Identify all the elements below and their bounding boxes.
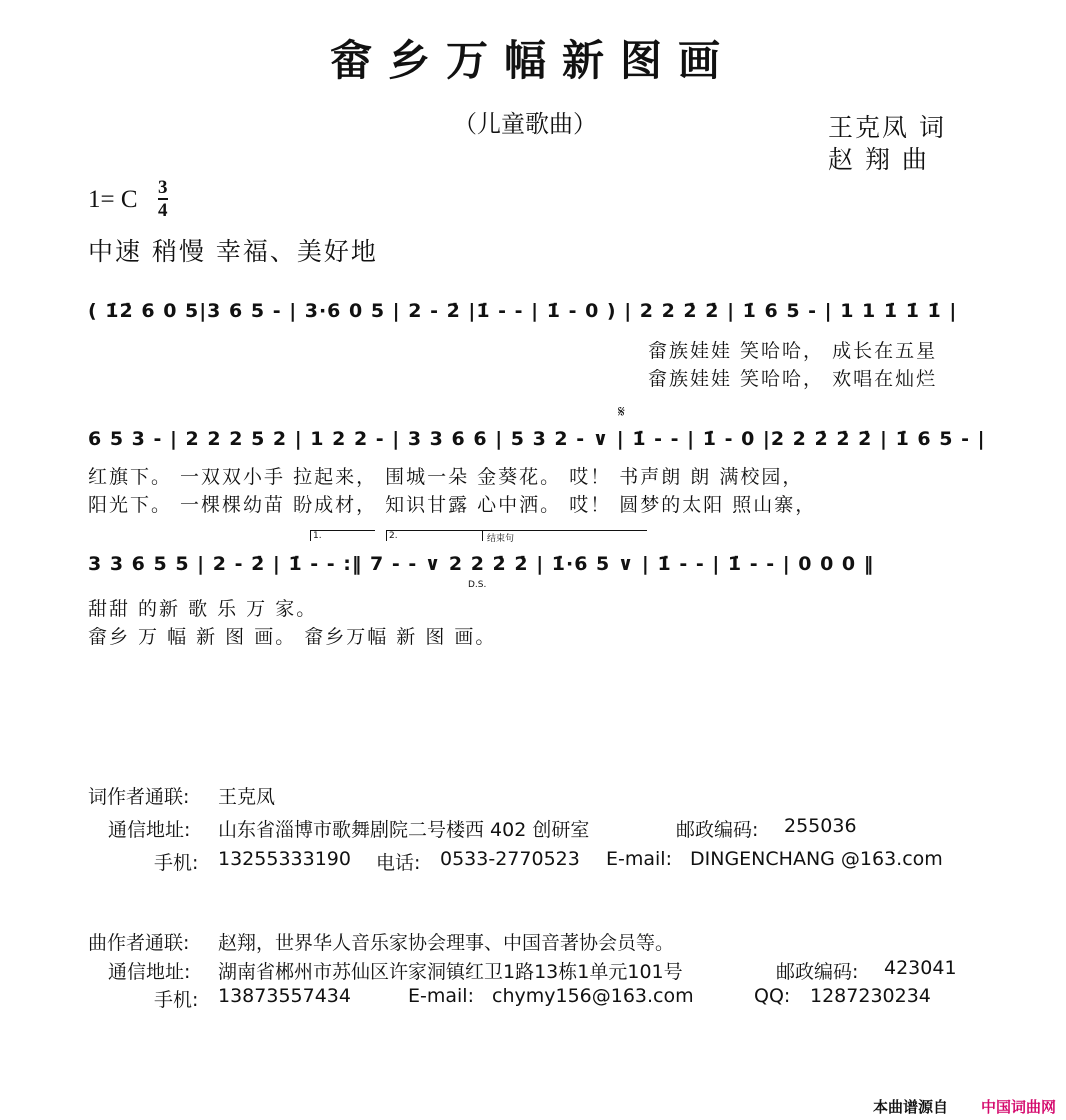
lyricist-email-label: E-mail: bbox=[606, 848, 672, 870]
lyricist-email: DINGENCHANG @163.com bbox=[690, 848, 943, 870]
lyricist-phone: 0533-2770523 bbox=[440, 848, 580, 870]
composer-mobile: 13873557434 bbox=[218, 985, 351, 1007]
lyricist-mobile-label: 手机: bbox=[154, 852, 199, 874]
lyric-line-2-verse-1: 红旗下。 一双双小手 拉起来， 围城一朵 金葵花。 哎！ 书声朗 朗 满校园， bbox=[88, 466, 804, 488]
composer-address-label: 通信地址: bbox=[108, 961, 191, 983]
composer-email: chymy156@163.com bbox=[492, 985, 694, 1007]
score-line-3: 3 3 6 5 5 | 2 - 2̇ | 1̇ - - :‖ 7 - - ∨ 2 2 2̇ 2̇ | 1̇·6 5 ∨ | 1̇ - - | 1̇ - - | 0 0 0 ‖ bbox=[88, 553, 875, 575]
composer-qq-label: QQ: bbox=[754, 985, 791, 1007]
footer-site-link[interactable]: 中国词曲网 bbox=[980, 1098, 1056, 1116]
lyricist-address-label: 通信地址: bbox=[108, 819, 191, 841]
composer-mobile-label: 手机: bbox=[154, 989, 199, 1011]
composer-credit: 赵 翔 曲 bbox=[828, 145, 929, 174]
lyric-line-2-verse-2: 阳光下。 一棵棵幼苗 盼成材， 知识甘露 心中洒。 哎！ 圆梦的太阳 照山寨， bbox=[88, 494, 817, 516]
composer-address: 湖南省郴州市苏仙区许家洞镇红卫1路13栋1单元101号 bbox=[218, 961, 683, 983]
segno-icon: 𝄋 bbox=[618, 402, 625, 421]
time-signature-top: 3 bbox=[158, 177, 168, 198]
volta-bracket-1 bbox=[310, 530, 375, 541]
lyric-line-3-verse-2: 畲乡 万 幅 新 图 画。 畲乡万幅 新 图 画。 bbox=[88, 626, 497, 648]
composer-postcode: 423041 bbox=[884, 957, 957, 979]
volta-bracket-2 bbox=[386, 530, 483, 541]
composer-email-label: E-mail: bbox=[408, 985, 474, 1007]
lyricist-credit: 王克凤 词 bbox=[828, 113, 946, 142]
page-title: 畲乡万幅新图画 bbox=[329, 36, 736, 85]
score-line-2: 6 5 3 - | 2 2 2 5 2 | 1 2 2 - | 3 3 6 6 | 5 3 2 - ∨ | 1̇ - - | 1̇ - 0 |2 2 2̇ 2̇ 2̇ | 1̇ 6 5 - | bbox=[88, 428, 986, 450]
score-line-1: ( 1̇2̇ 6 0 5|3 6 5 - | 3·6 0 5 | 2 - 2̇ |1̇ - - | 1̇ - 0 ) | 2 2 2̇ 2̇ | 1̇ 6 5 - | 1 1 1̇ 1̇ 1̇ | bbox=[88, 300, 958, 322]
lyric-line-1-verse-2: 畲族娃娃 笑哈哈， 欢唱在灿烂 bbox=[648, 368, 938, 390]
lyric-line-1-verse-1: 畲族娃娃 笑哈哈， 成长在五星 bbox=[648, 340, 938, 362]
volta-1-label: 1. bbox=[313, 531, 322, 541]
lyricist-postcode: 255036 bbox=[784, 815, 857, 837]
time-signature-bottom: 4 bbox=[158, 200, 168, 221]
lyric-line-3-verse-1: 甜甜 的新 歌 乐 万 家。 bbox=[88, 598, 318, 620]
lyricist-contact-name: 王克凤 bbox=[218, 786, 276, 808]
tempo-marking: 中速 稍慢 幸福、美好地 bbox=[88, 237, 378, 266]
song-subtitle: （儿童歌曲） bbox=[453, 110, 597, 138]
composer-qq: 1287230234 bbox=[810, 985, 931, 1007]
lyricist-contact-label: 词作者通联: bbox=[88, 786, 190, 808]
footer-source-text: 本曲谱源自 bbox=[872, 1098, 948, 1116]
key-signature: 1= C bbox=[88, 186, 138, 213]
ending-label: 结束句 bbox=[487, 534, 515, 544]
composer-contact-label: 曲作者通联: bbox=[88, 932, 190, 954]
volta-2-label: 2. bbox=[389, 531, 398, 541]
composer-contact-name: 赵翔，世界华人音乐家协会理事、中国音著协会员等。 bbox=[218, 932, 675, 954]
ds-marking: D.S. bbox=[468, 580, 487, 590]
lyricist-address: 山东省淄博市歌舞剧院二号楼西 402 创研室 bbox=[218, 819, 590, 841]
lyricist-postcode-label: 邮政编码: bbox=[676, 819, 759, 841]
ending-bracket bbox=[482, 530, 647, 544]
lyricist-mobile: 13255333190 bbox=[218, 848, 351, 870]
lyricist-phone-label: 电话: bbox=[376, 852, 421, 874]
composer-postcode-label: 邮政编码: bbox=[776, 961, 859, 983]
time-signature bbox=[158, 178, 168, 220]
